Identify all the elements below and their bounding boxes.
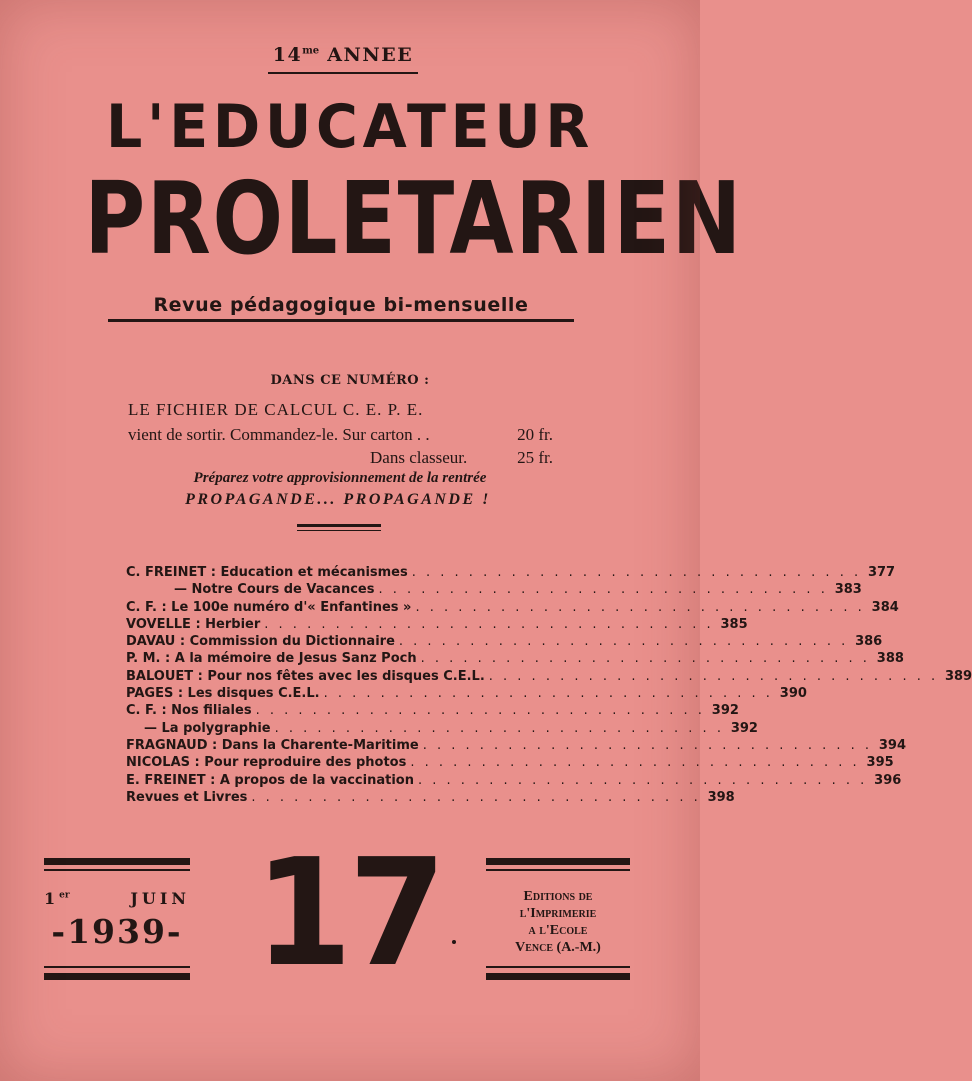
- toc-leader-dots: . . . . . . . . . . . . . . . . . . . . . . . . . . . . . . . .: [251, 789, 701, 805]
- footer-rule-right-top-thin: [486, 869, 630, 871]
- toc-entry: [126, 702, 739, 719]
- issue-year: -1939-: [51, 912, 183, 951]
- toc-entry: [126, 650, 904, 667]
- title-line-2: PROLETARIEN: [84, 160, 743, 277]
- toc-leader-dots: . . . . . . . . . . . . . . . . . . . . . . . . . . . . . . . .: [488, 668, 939, 684]
- toc-entry-title: BALOUET : Pour nos fêtes avec les disques C.E.L.: [126, 668, 485, 684]
- footer-rule-right-bottom-thin: [486, 966, 630, 968]
- toc-entry-title: — La polygraphie: [144, 720, 271, 736]
- toc-leader-dots: . . . . . . . . . . . . . . . . . . . . . . . . . . . . . . . .: [411, 565, 862, 580]
- toc-entry-title: E. FREINET : A propos de la vaccination: [126, 772, 414, 788]
- footer-rule-left-bottom-thin: [44, 966, 190, 968]
- toc-entry: [126, 616, 748, 633]
- decorative-dot: [452, 940, 456, 944]
- publisher-line: l'Imprimerie: [519, 906, 597, 921]
- divider-rule: [297, 524, 381, 527]
- date-day-suffix: er: [59, 890, 70, 901]
- toc-entry-page: 383: [834, 582, 862, 598]
- publisher-block: [486, 888, 630, 956]
- price-line-classeur-text: Dans classeur.: [370, 448, 468, 467]
- price-line-classeur: [128, 448, 553, 468]
- toc-entry-title: PAGES : Les disques C.E.L.: [126, 686, 320, 702]
- issue-number: 17: [254, 827, 443, 999]
- toc-entry-title: C. F. : Le 100e numéro d'« Enfantines »: [126, 599, 412, 615]
- toc-leader-dots: . . . . . . . . . . . . . . . . . . . . . . . . . . . . . . . .: [255, 703, 705, 719]
- toc-entry-page: 392: [730, 720, 758, 736]
- toc-entry: [126, 685, 807, 702]
- title-line-1: L'EDUCATEUR: [105, 92, 595, 162]
- toc-entry-page: 384: [871, 599, 899, 615]
- date-month: JUIN: [130, 889, 190, 908]
- toc-entry: [126, 789, 735, 806]
- toc-entry-page: 398: [707, 789, 735, 805]
- toc-entry: [126, 754, 894, 771]
- price-line-carton: [128, 425, 553, 445]
- toc-leader-dots: . . . . . . . . . . . . . . . . . . . . . . . . . . . . . . . .: [323, 686, 773, 702]
- table-of-contents: [126, 564, 972, 806]
- price-carton: 20 fr.: [517, 425, 553, 444]
- toc-entry-page: 386: [855, 634, 883, 650]
- toc-entry: [126, 668, 972, 685]
- toc-entry-title: C. FREINET : Education et mécanismes: [126, 565, 408, 580]
- footer-rule-right-bottom: [486, 973, 630, 980]
- toc-entry-page: 394: [878, 737, 907, 753]
- toc-entry-page: 377: [867, 565, 896, 580]
- toc-entry-title: VOVELLE : Herbier: [126, 616, 261, 632]
- propaganda-slogan: PROPAGANDE... PROPAGANDE !: [185, 491, 491, 508]
- footer-rule-left-bottom: [44, 973, 190, 980]
- issue-date: [44, 889, 190, 908]
- toc-entry-title: FRAGNAUD : Dans la Charente-Maritime: [126, 737, 419, 753]
- divider-rule-thin: [297, 530, 381, 531]
- toc-entry: [126, 737, 907, 754]
- toc-entry-title: C. F. : Nos filiales: [126, 703, 252, 719]
- publisher-line: Vence (A.-M.): [515, 940, 601, 955]
- toc-leader-dots: . . . . . . . . . . . . . . . . . . . . . . . . . . . . . . . .: [422, 737, 873, 753]
- toc-leader-dots: . . . . . . . . . . . . . . . . . . . . . . . . . . . . . . . .: [378, 582, 828, 598]
- toc-entry-page: 388: [876, 651, 904, 667]
- prepare-notice: Préparez votre approvisionnement de la rentrée: [193, 470, 487, 486]
- footer-rule-right-top: [486, 858, 630, 865]
- toc-entry-title: NICOLAS : Pour reproduire des photos: [126, 755, 407, 771]
- toc-entry-title: DAVAU : Commission du Dictionnaire: [126, 634, 395, 650]
- toc-entry-page: 392: [711, 703, 739, 719]
- toc-entry-page: 396: [874, 772, 902, 788]
- toc-leader-dots: . . . . . . . . . . . . . . . . . . . . . . . . . . . . . . . .: [274, 720, 724, 736]
- toc-entry: [126, 581, 862, 598]
- toc-entry-page: 385: [720, 616, 748, 632]
- subtitle: Revue pédagogique bi-mensuelle: [153, 294, 529, 316]
- toc-leader-dots: . . . . . . . . . . . . . . . . . . . . . . . . . . . . . . . .: [420, 651, 870, 667]
- publisher-line: a l'Ecole: [528, 923, 588, 938]
- contents-heading: DANS CE NUMÉRO :: [270, 373, 430, 388]
- price-classeur: 25 fr.: [517, 448, 553, 467]
- toc-leader-dots: . . . . . . . . . . . . . . . . . . . . . . . . . . . . . . . .: [417, 772, 868, 788]
- date-day: 1: [44, 889, 60, 908]
- subtitle-underline: [108, 319, 574, 322]
- toc-entry: [126, 599, 899, 616]
- year-of-publication: [268, 44, 418, 70]
- fichier-announcement: LE FICHIER DE CALCUL C. E. P. E.: [128, 400, 424, 419]
- annee-word: ANNEE: [327, 44, 414, 66]
- toc-entry-title: Revues et Livres: [126, 789, 248, 805]
- toc-entry-page: 389: [944, 668, 972, 684]
- toc-entry: [126, 772, 902, 789]
- toc-leader-dots: . . . . . . . . . . . . . . . . . . . . . . . . . . . . . . . .: [410, 755, 860, 771]
- toc-leader-dots: . . . . . . . . . . . . . . . . . . . . . . . . . . . . . . . .: [398, 634, 849, 650]
- footer-rule-left-top: [44, 858, 190, 865]
- annee-number: 14: [272, 44, 303, 66]
- toc-entry: [126, 720, 758, 737]
- annee-underline: [268, 72, 418, 74]
- toc-entry-page: 395: [866, 755, 894, 771]
- annee-superscript: me: [302, 45, 320, 57]
- toc-leader-dots: . . . . . . . . . . . . . . . . . . . . . . . . . . . . . . . .: [264, 616, 714, 632]
- publisher-line: Editions de: [523, 889, 593, 904]
- toc-entry: [126, 633, 883, 650]
- toc-entry-title: P. M. : A la mémoire de Jesus Sanz Poch: [126, 651, 417, 667]
- toc-entry-page: 390: [779, 686, 807, 702]
- toc-entry-title: — Notre Cours de Vacances: [174, 582, 375, 598]
- toc-entry: [126, 564, 896, 581]
- price-line-carton-text: vient de sortir. Commandez-le. Sur carton . .: [128, 425, 430, 444]
- footer-rule-left-top-thin: [44, 869, 190, 871]
- toc-leader-dots: . . . . . . . . . . . . . . . . . . . . . . . . . . . . . . . .: [415, 599, 865, 615]
